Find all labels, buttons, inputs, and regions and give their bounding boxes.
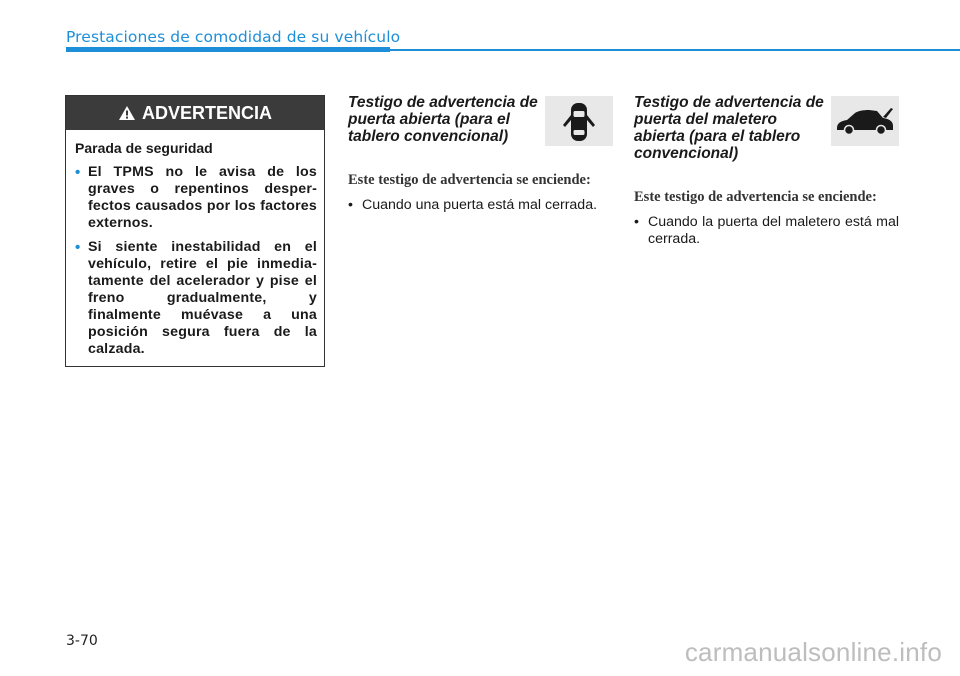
- warning-triangle-icon: [118, 105, 136, 121]
- door-icon-box: [545, 96, 613, 146]
- warning-subtitle: Parada de seguridad: [75, 140, 213, 156]
- header-rule-thick: [66, 47, 390, 52]
- door-section-bullet: • Cuando una puerta está mal cerrada.: [348, 197, 613, 214]
- warning-header: [66, 96, 324, 130]
- door-open-icon: [556, 97, 602, 145]
- door-section-lead: Este testigo de advertencia se enciende:: [348, 172, 591, 188]
- page-number: 3-70: [66, 633, 98, 649]
- page-header-title: Prestaciones de comodidad de su vehículo: [66, 28, 401, 46]
- warning-label: ADVERTENCIA: [141, 102, 272, 123]
- trunk-warning-section: [634, 94, 899, 248]
- header-rule-thin: [390, 49, 960, 51]
- watermark: carmanualsonline.info: [684, 637, 942, 667]
- warning-box: [65, 95, 325, 367]
- trunk-section-bullet: • Cuando la puerta del maletero está mal cerrada.: [634, 214, 899, 248]
- trunk-section-title: Testigo de advertencia de puerta del maletero abierta (para el tablero convencional): [634, 94, 824, 162]
- warning-item: • El TPMS no le avisa de los graves o repentinos desper-fectos causados por los factores externos.: [75, 164, 317, 232]
- door-warning-section: [348, 94, 613, 214]
- door-section-title: Testigo de advertencia de puerta abierta (para el tablero convencional): [348, 94, 538, 145]
- warning-body: [66, 130, 324, 358]
- trunk-open-icon: [833, 104, 897, 138]
- trunk-section-lead: Este testigo de advertencia se enciende:: [634, 189, 877, 205]
- warning-list: [75, 164, 317, 358]
- warning-item: • Si siente inestabilidad en el vehículo, retire el pie inmedia-tamente del acelerador y pise el freno gradualmente, y finalmente muévase a una posición segura fuera de la calzada.: [75, 239, 317, 358]
- trunk-icon-box: [831, 96, 899, 146]
